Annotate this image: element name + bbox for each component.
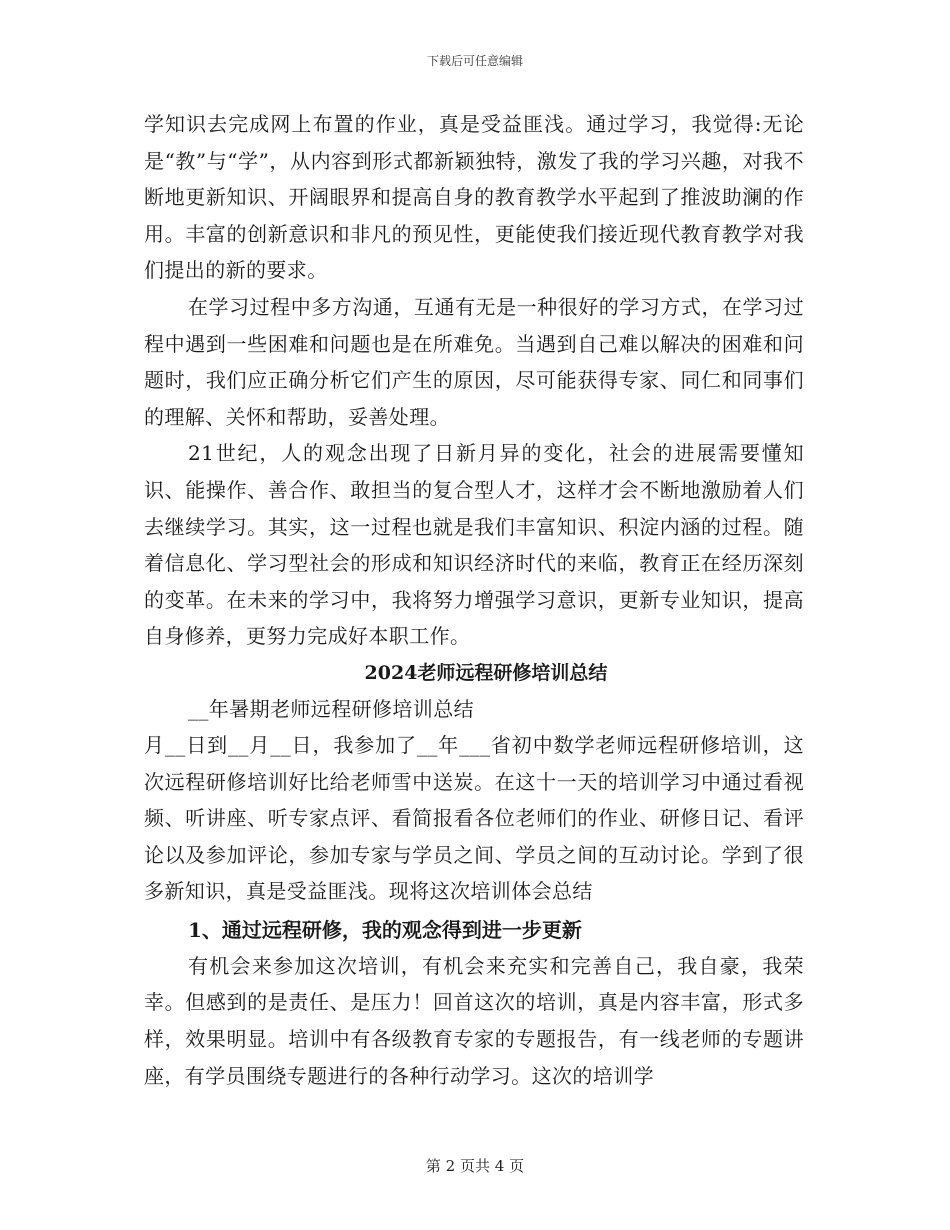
page-header: 下载后可任意编辑 xyxy=(426,54,523,68)
paragraph-continued: 学知识去完成网上布置的作业，真是受益匪浅。通过学习，我觉得:无论是“教”与“学”，从内容到形式都新颖独特，激发了我的学习兴趣，对我不断地更新知识、开阔眼界和提高自身的教育教学水平起到了推波助澜的作用。丰富的创新意识和非凡的预见性，更能使我们接近现代教育教学对我们提出的新的要求。 xyxy=(144,112,804,283)
heading-1: 1、通过远程研修，我的观念得到进一步更新 xyxy=(188,917,582,942)
paragraph-last: 有机会来参加这次培训，有机会来充实和完善自己，我自豪，我荣幸。但感到的是责任、是压力！回首这次的培训，真是内容丰富，形式多样，效果明显。培训中有各级教育专家的专题报告，有一线老师的专题讲座，有学员围绕专题进行的各种行动学习。这次的培训学 xyxy=(144,953,804,1088)
document-body xyxy=(144,106,804,1094)
paragraph-intro: 月__日到__月__日，我参加了__年___省初中数学老师远程研修培训，这次远程研修培训好比给老师雪中送炭。在这十一天的培训学习中通过看视频、听讲座、听专家点评、看简报看各位老师们的作业、研修日记、看评论以及参加评论，参加专家与学员之间、学员之间的互动讨论。学到了很多新知识，真是受益匪浅。现将这次培训体会总结 xyxy=(144,732,804,904)
paragraph-communication: 在学习过程中多方沟通，互通有无是一种很好的学习方式，在学习过程中遇到一些困难和问题也是在所难免。当遇到自己难以解决的困难和问题时，我们应正确分析它们产生的原因，尽可能获得专家、同仁和同事们的理解、关怀和帮助，妥善处理。 xyxy=(144,294,804,429)
paragraph-21st-century: 21世纪，人的观念出现了日新月异的变化，社会的进展需要懂知识、能操作、善合作、敢担当的复合型人才，这样才会不断地激励着人们去继续学习。其实，这一过程也就是我们丰富知识、积淀内涵的过程。随着信息化、学习型社会的形成和知识经济时代的来临，教育正在经历深刻的变革。在未来的学习中，我将努力增强学习意识，更新专业知识，提高自身修养，更努力完成好本职工作。 xyxy=(144,441,804,649)
page-footer: 第 2 页共 4 页 xyxy=(425,1157,525,1175)
section-subtitle: __年暑期老师远程研修培训总结 xyxy=(188,696,474,721)
section-title: 2024老师远程研修培训总结 xyxy=(364,661,608,684)
